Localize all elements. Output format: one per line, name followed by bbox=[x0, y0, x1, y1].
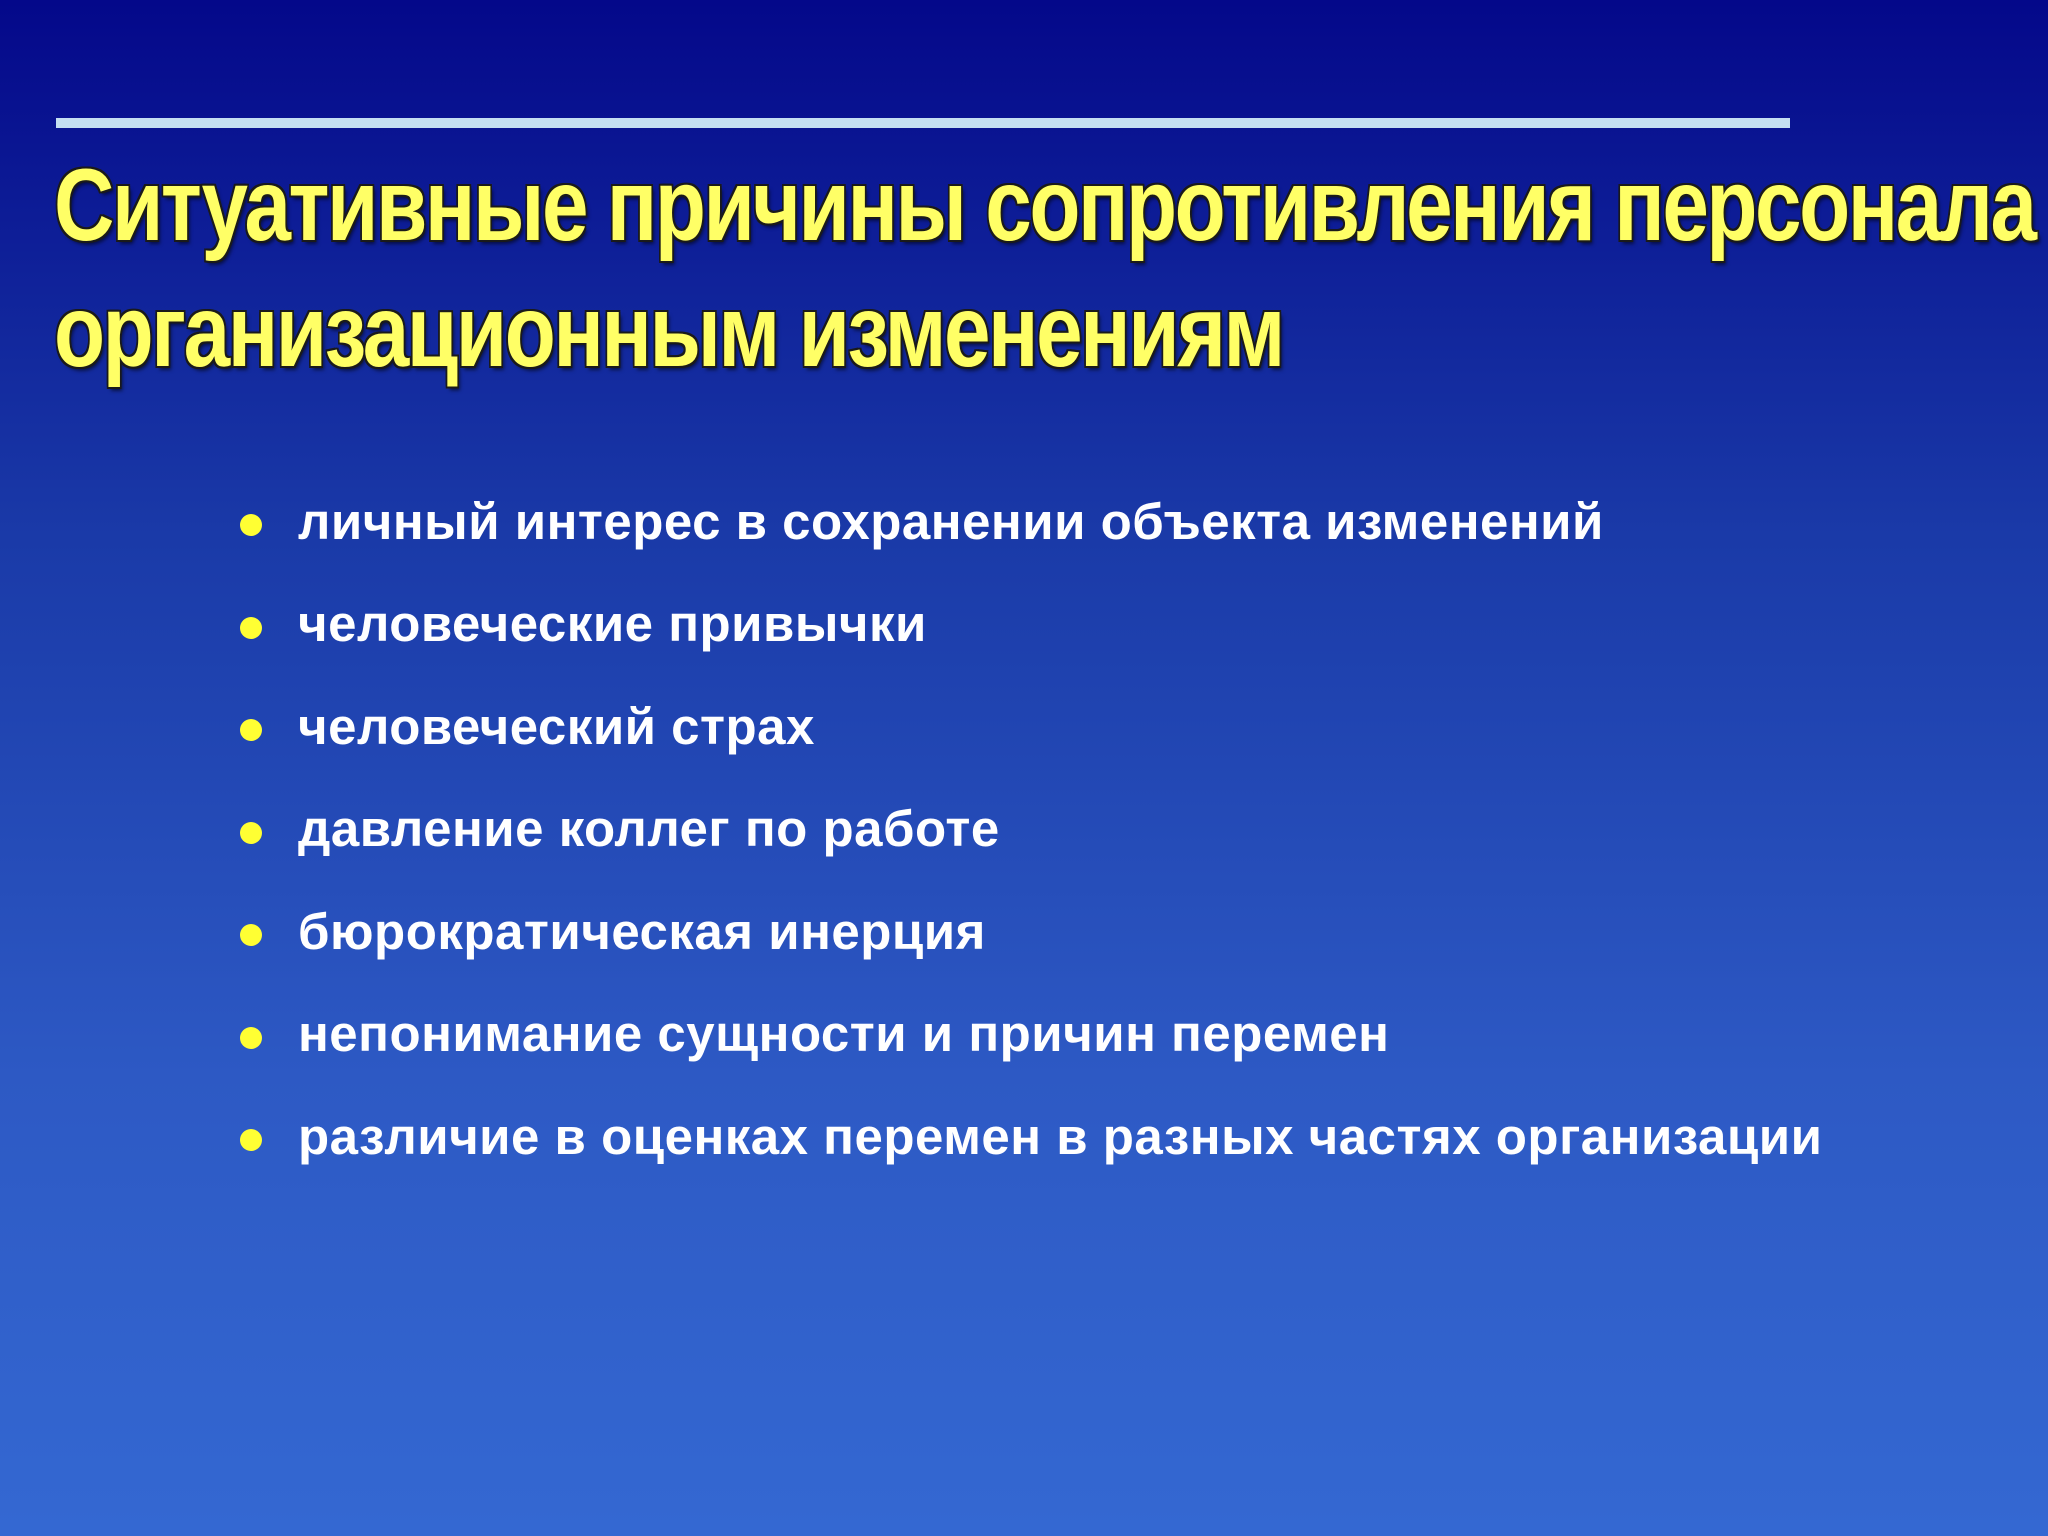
list-item-text: различие в оценках перемен в разных частях организации bbox=[298, 1107, 1823, 1165]
list-item bbox=[240, 880, 1822, 983]
bullet-dot-icon bbox=[240, 617, 262, 639]
list-item bbox=[240, 983, 1822, 1086]
title-rule bbox=[56, 118, 1790, 128]
list-item bbox=[240, 675, 1822, 778]
list-item bbox=[240, 470, 1822, 573]
list-item-text: бюрократическая инерция bbox=[298, 902, 986, 960]
bullet-dot-icon bbox=[240, 822, 262, 844]
bullet-dot-icon bbox=[240, 924, 262, 946]
list-item-text: человеческие привычки bbox=[298, 595, 927, 653]
bullet-list bbox=[240, 470, 1822, 1188]
bullet-dot-icon bbox=[240, 1129, 262, 1151]
list-item-text: человеческий страх bbox=[298, 697, 815, 755]
title-line: организационным изменениям bbox=[54, 274, 1283, 388]
bullet-dot-icon bbox=[240, 514, 262, 536]
list-item bbox=[240, 778, 1822, 881]
bullet-dot-icon bbox=[240, 1027, 262, 1049]
list-item-text: непонимание сущности и причин перемен bbox=[298, 1005, 1390, 1063]
list-item bbox=[240, 1085, 1822, 1188]
list-item-text: личный интерес в сохранении объекта изменений bbox=[298, 492, 1604, 550]
list-item-text: давление коллег по работе bbox=[298, 800, 1000, 858]
slide-title bbox=[54, 142, 2035, 394]
list-item bbox=[240, 573, 1822, 676]
title-line: Ситуативные причины сопротивления персонала bbox=[54, 148, 2035, 262]
bullet-dot-icon bbox=[240, 719, 262, 741]
